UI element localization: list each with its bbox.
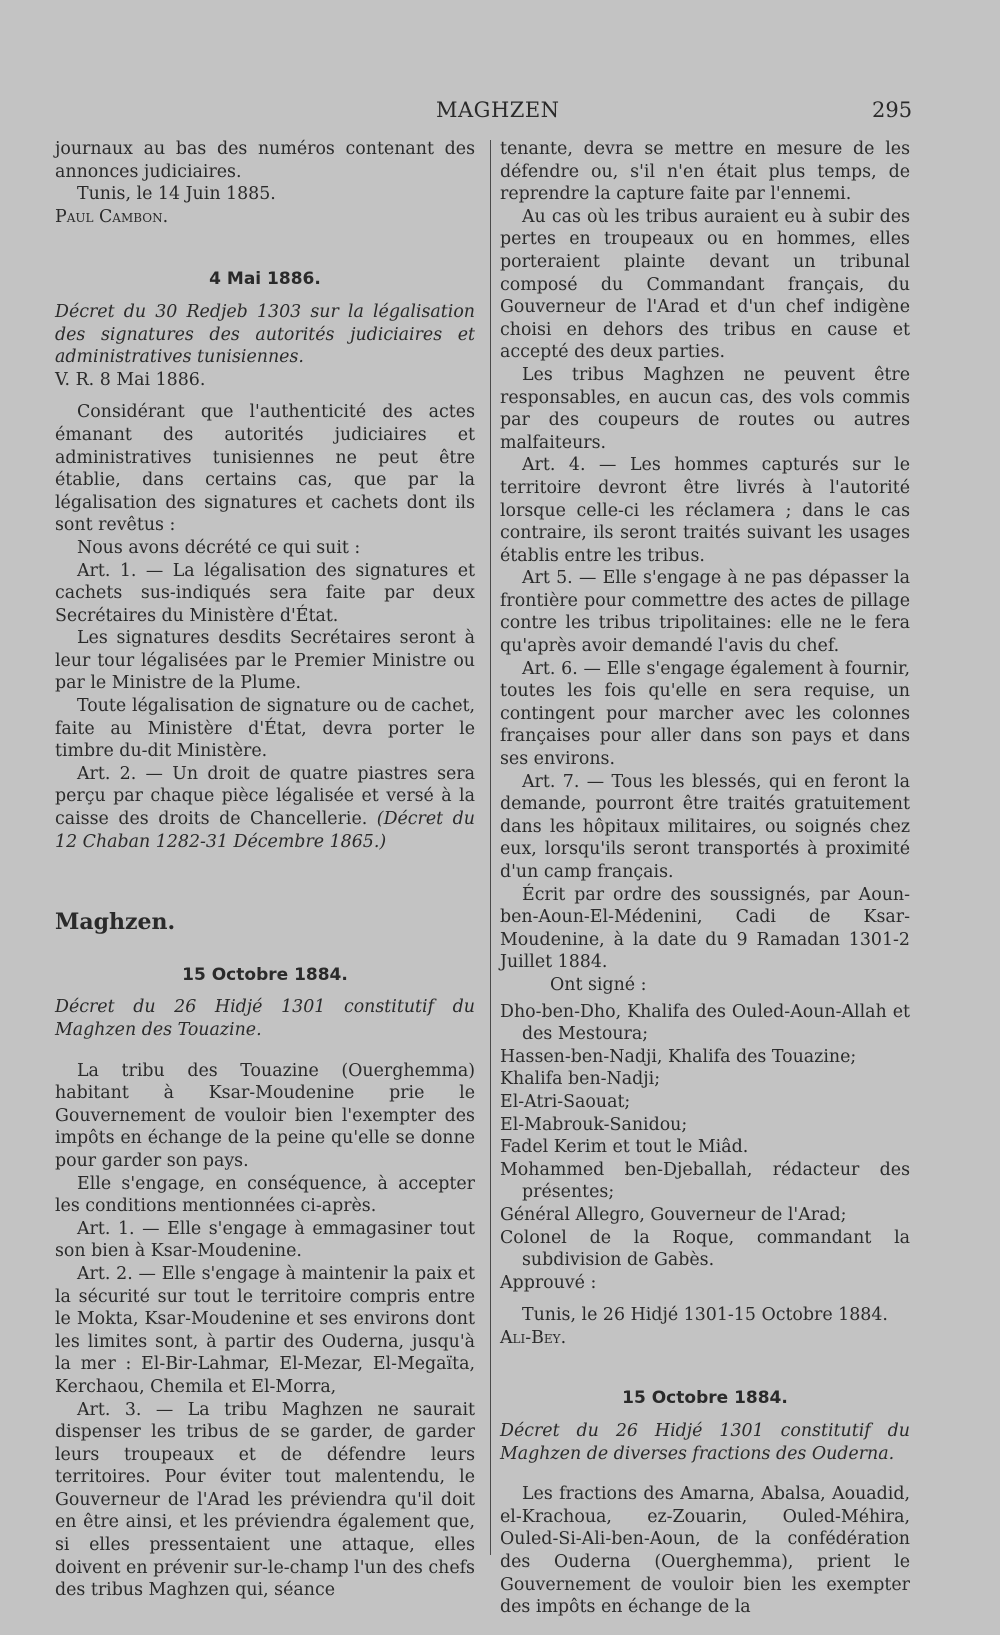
date-heading: 15 Octobre 1884. — [182, 964, 348, 985]
signatory: Dho-ben-Dho, Khalifa des Ouled-Aoun-Allah et des Mestoura; — [500, 1001, 910, 1045]
right-column — [500, 138, 910, 1619]
article: Art. 3. — La tribu Maghzen ne saurait dispenser les tribus de se garder, de garder leurs troupeaux et de défendre leurs territoires. Pour éviter tout malentendu, le Gouverneur de l'Arad les préviendra qu'il doit en être ainsi, et les préviendra également que, si elles pressentaient une attaque, elles doivent en prévenir sur-le-champ l'un des chefs des tribus Maghzen qui, séance — [55, 1399, 475, 1601]
signatory: Mohammed ben-Djeballah, rédacteur des présentes; — [500, 1159, 910, 1203]
article: Art. 6. — Elle s'engage également à fournir, toutes les fois qu'elle en sera requise, un contingent pour marcher avec les colonnes françaises pour aller dans son pays et dans ses environs. — [500, 658, 910, 770]
paragraph: Elle s'engage, en conséquence, à accepter les conditions mentionnées ci-après. — [55, 1173, 475, 1217]
paragraph: Les fractions des Amarna, Abalsa, Aouadid, el-Krachoua, ez-Zouarin, Ouled-Méhira, Ouled-Si-Ali-ben-Aoun, de la confédération des Ouderna (Ouerghemma), prient le Gouvernement de vouloir bien les exempter des impôts en échange de la — [500, 1484, 910, 1618]
article: Art 5. — Elle s'engage à ne pas dépasser la frontière pour commettre des actes de pillage contre les tribus tripolitaines: elle ne le fera qu'après avoir demandé l'avis du chef. — [500, 568, 910, 657]
paragraph: Les signatures desdits Secrétaires seront à leur tour légalisées par le Premier Ministre ou par le Ministre de la Plume. — [55, 628, 475, 694]
paragraph: Nous avons décrété ce qui suit : — [77, 537, 361, 558]
article: Art. 1. — La légalisation des signatures et cachets sus-indiqués sera faite par deux Secrétaires du Ministère d'État. — [55, 560, 475, 626]
signatory: Fadel Kerim et tout le Miâd. — [500, 1137, 749, 1158]
running-header-title: MAGHZEN — [436, 98, 560, 122]
paragraph: tenante, devra se mettre en mesure de les défendre ou, s'il n'en était plus temps, de reprendre la capture faite par l'ennemi. — [500, 139, 910, 205]
signatory: Général Allegro, Gouverneur de l'Arad; — [500, 1204, 847, 1225]
decree-title: Décret du 26 Hidjé 1301 constitutif du Maghzen de diverses fractions des Ouderna. — [500, 1421, 910, 1464]
approved-label: Approuvé : — [500, 1272, 597, 1293]
decree-title: Décret du 26 Hidjé 1301 constitutif du Maghzen des Touazine. — [55, 997, 475, 1040]
signature: Paul Cambon. — [55, 206, 169, 227]
paragraph: Toute légalisation de signature ou de cachet, faite au Ministère d'État, devra porter le timbre du-dit Ministère. — [55, 696, 475, 762]
article: Art. 7. — Tous les blessés, qui en feront la demande, pourront être traités gratuitement dans les hôpitaux militaires, ou soignés chez eux, lorsqu'ils seront transportés à proximité d'un camp français. — [500, 771, 910, 882]
left-column — [55, 138, 475, 1602]
column-divider — [490, 140, 491, 1555]
article: Art. 4. — Les hommes capturés sur le territoire devront être livrés à l'autorité lorsque celle-ci les réclamera ; dans le cas contraire, ils seront traités suivant les usages établis entre les tribus. — [500, 455, 910, 566]
signatory: Khalifa ben-Nadji; — [500, 1069, 661, 1090]
article: Art. 1. — Elle s'engage à emmagasiner tout son bien à Ksar-Moudenine. — [55, 1218, 475, 1262]
signatory: Hassen-ben-Nadji, Khalifa des Touazine; — [500, 1046, 857, 1067]
paragraph: Au cas où les tribus auraient eu à subir des pertes en troupeaux ou en hommes, elles porteraient plainte devant un tribunal composé du Commandant français, du Gouverneur de l'Arad et d'un chef indigène choisi en dehors des tribus en cause et accepté des deux parties. — [500, 206, 910, 363]
date-heading: 4 Mai 1886. — [209, 269, 321, 290]
article: Art. 2. — Elle s'engage à maintenir la paix et la sécurité sur tout le territoire compris entre le Mokta, Ksar-Moudenine et ses environs dont les limites sont, à partir des Ouderna, jusqu'à la mer : El-Bir-Lahmar, El-Mezar, El-Megaïta, Kerchaou, Chemila et El-Morra, — [55, 1263, 475, 1397]
decree-reference: (Décret du 12 Chaban 1282-31 Décembre 1865.) — [55, 809, 475, 852]
decree-title: Décret du 30 Redjeb 1303 sur la légalisation des signatures des autorités judiciaires et administratives tunisiennes. — [55, 301, 475, 368]
paragraph: Écrit par ordre des soussignés, par Aoun-ben-Aoun-El-Médenini, Cadi de Ksar-Moudenine, à la date du 9 Ramadan 1301-2 Juillet 1884. — [500, 884, 910, 973]
signatory: El-Atri-Saouat; — [500, 1091, 631, 1112]
place-date: Tunis, le 26 Hidjé 1301-15 Octobre 1884. — [522, 1305, 888, 1326]
paragraph: Les tribus Maghzen ne peuvent être responsables, en aucun cas, des vols commis par des coupeurs de routes ou autres malfaiteurs. — [500, 364, 910, 453]
signature: Ali-Bey. — [500, 1327, 567, 1348]
signatory: Colonel de la Roque, commandant la subdivision de Gabès. — [500, 1227, 910, 1271]
section-title: Maghzen. — [55, 909, 176, 936]
signed-label: Ont signé : — [550, 974, 647, 995]
paragraph: journaux au bas des numéros contenant des annonces judiciaires. — [55, 139, 475, 182]
date-heading: 15 Octobre 1884. — [622, 1388, 788, 1409]
vr-reference: V. R. 8 Mai 1886. — [55, 369, 206, 390]
signatory: El-Mabrouk-Sanidou; — [500, 1114, 688, 1135]
paragraph: Considérant que l'authenticité des actes émanant des autorités judiciaires et administratives tunisiennes ne peut être établie, dans certains cas, que par la légalisation des signatures et cachets dont ils sont revêtus : — [55, 402, 475, 536]
place-date: Tunis, le 14 Juin 1885. — [77, 184, 276, 205]
paragraph: La tribu des Touazine (Ouerghemma) habitant à Ksar-Moudenine prie le Gouvernement de vouloir bien l'exempter des impôts en échange de la peine qu'elle se donne pour garder son pays. — [55, 1060, 475, 1171]
article — [55, 763, 475, 853]
article-text: Art. 2. — Un droit de quatre piastres sera perçu par chaque pièce légalisée et versé à la caisse des droits de Chancellerie. — [55, 763, 475, 830]
page-number: 295 — [872, 98, 913, 122]
